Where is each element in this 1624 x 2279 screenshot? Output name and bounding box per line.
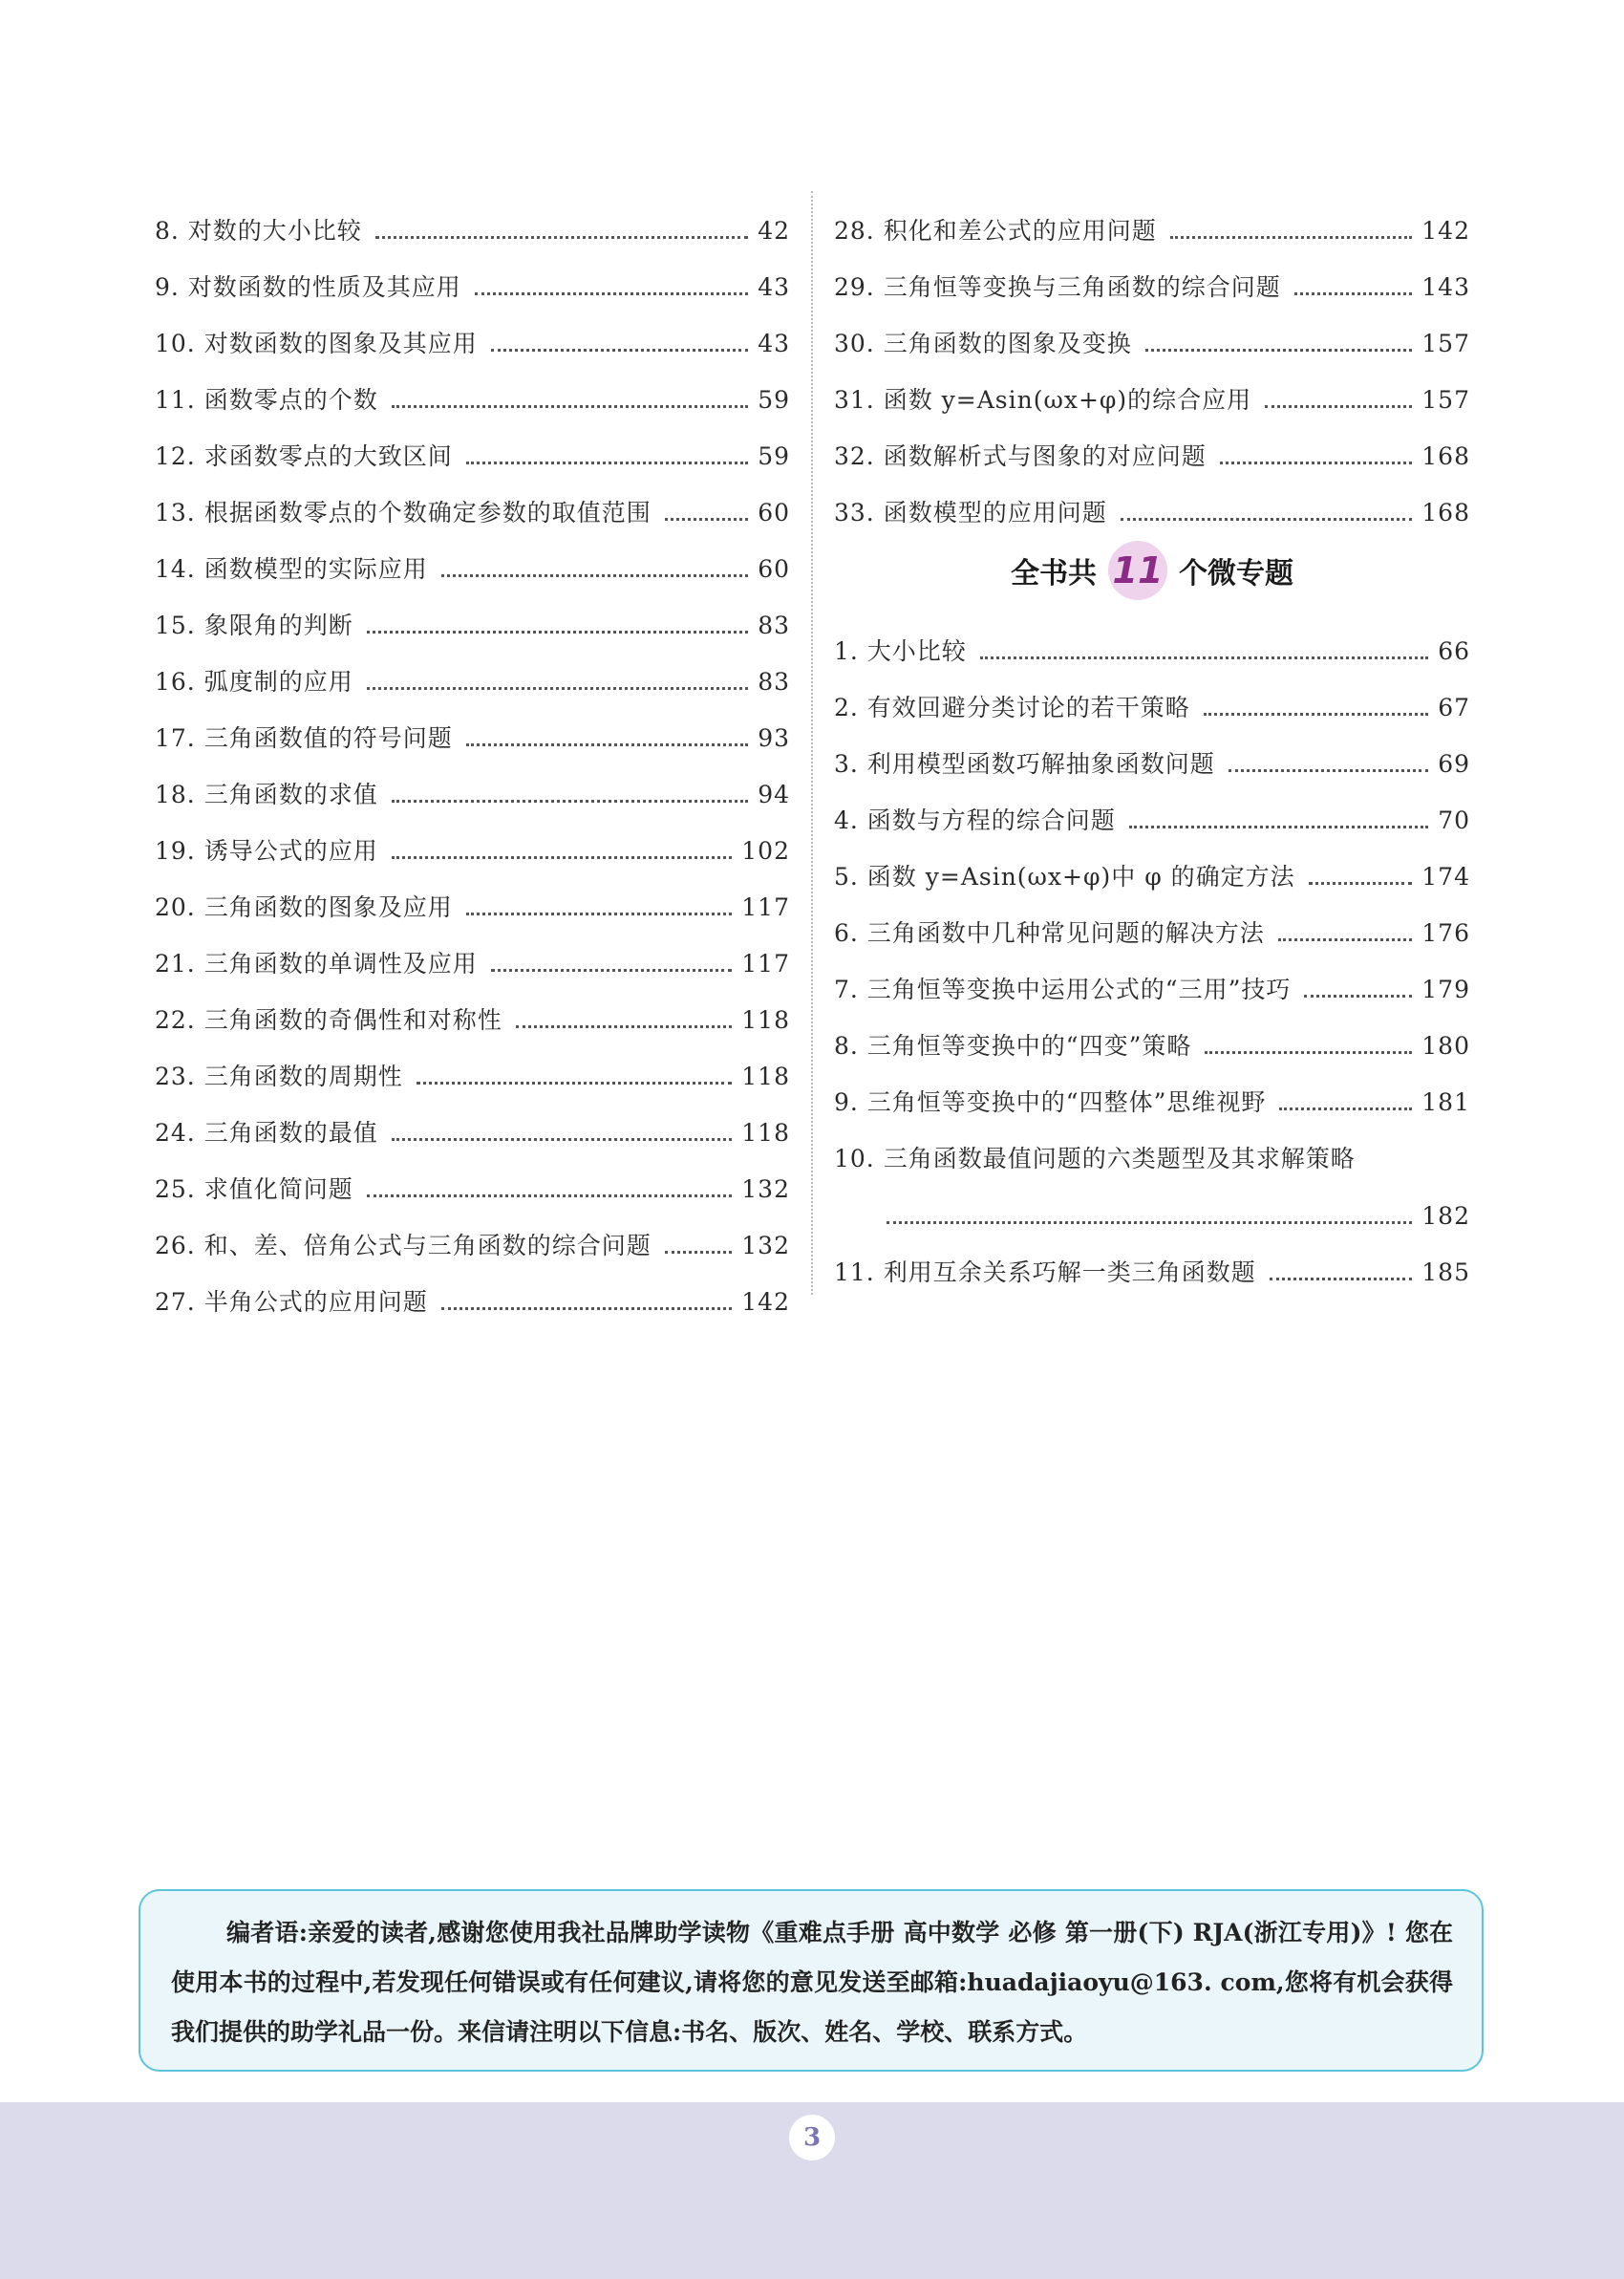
- topic-entry-title: 10. 三角函数最值问题的六类题型及其求解策略: [834, 1145, 1356, 1172]
- toc-entry[interactable]: [155, 1148, 790, 1204]
- toc-entry-page: 60: [758, 555, 790, 583]
- toc-entry-title: 31. 函数 y=Asin(ωx+φ)的综合应用: [834, 386, 1252, 414]
- topic-entry-page: 185: [1421, 1258, 1470, 1286]
- toc-entry-page: 118: [741, 1119, 790, 1147]
- topic-entry-page: 66: [1438, 637, 1470, 665]
- toc-entry-page: 60: [758, 499, 790, 527]
- topic-entry[interactable]: [834, 1117, 1470, 1173]
- topic-entry[interactable]: [834, 835, 1470, 892]
- toc-entry-title: 20. 三角函数的图象及应用: [155, 893, 453, 921]
- leader-dots: [887, 1221, 1412, 1224]
- toc-entry-title: 29. 三角恒等变换与三角函数的综合问题: [834, 273, 1281, 301]
- leader-dots: [1121, 518, 1413, 521]
- leader-dots: [367, 687, 748, 690]
- toc-entry-title: 32. 函数解析式与图象的对应问题: [834, 442, 1207, 470]
- toc-entry-page: 102: [741, 837, 790, 865]
- toc-entry-page: 142: [1421, 217, 1470, 245]
- toc-entry-page: 43: [758, 330, 790, 357]
- toc-entry-title: 10. 对数函数的图象及其应用: [155, 330, 478, 357]
- toc-entry-title: 11. 函数零点的个数: [155, 386, 378, 414]
- toc-entry-page: 59: [758, 442, 790, 470]
- leader-dots: [475, 292, 748, 295]
- topic-entry-page: 179: [1421, 976, 1470, 1003]
- topic-entry[interactable]: [834, 666, 1470, 722]
- leader-dots: [375, 236, 748, 239]
- toc-right-column: [834, 189, 1470, 1287]
- leader-dots: [392, 1138, 733, 1141]
- topic-entry-page: 182: [1421, 1202, 1470, 1230]
- toc-entry-page: 83: [758, 612, 790, 639]
- toc-entry-page: 142: [741, 1288, 790, 1316]
- leader-dots: [466, 743, 748, 746]
- leader-dots: [1229, 769, 1428, 772]
- toc-entry-title: 27. 半角公式的应用问题: [155, 1288, 428, 1316]
- topic-entry-page: 69: [1438, 750, 1470, 778]
- leader-dots: [1204, 713, 1428, 716]
- topic-entry-title: 11. 利用互余关系巧解一类三角函数题: [834, 1258, 1256, 1286]
- toc-entry[interactable]: [834, 189, 1470, 246]
- toc-entry[interactable]: [155, 584, 790, 640]
- topic-entry[interactable]: [834, 779, 1470, 835]
- topic-entry-title: 4. 函数与方程的综合问题: [834, 806, 1116, 834]
- topic-entry-page: 70: [1438, 806, 1470, 834]
- toc-entry-title: 9. 对数函数的性质及其应用: [155, 273, 461, 301]
- toc-entry[interactable]: [834, 415, 1470, 471]
- leader-dots: [1265, 405, 1412, 408]
- toc-entry-title: 30. 三角函数的图象及变换: [834, 330, 1132, 357]
- toc-entry[interactable]: [155, 866, 790, 922]
- toc-entry-title: 33. 函数模型的应用问题: [834, 499, 1107, 527]
- toc-entry[interactable]: [155, 189, 790, 246]
- leader-dots: [1278, 938, 1412, 941]
- leader-dots: [516, 1025, 733, 1028]
- leader-dots: [441, 1307, 733, 1310]
- leader-dots: [417, 1082, 733, 1085]
- topic-entry-title: 6. 三角函数中几种常见问题的解决方法: [834, 919, 1265, 947]
- toc-entry-page: 117: [741, 950, 790, 978]
- topic-entry-title: 7. 三角恒等变换中运用公式的“三用”技巧: [834, 976, 1292, 1003]
- toc-entry-title: 22. 三角函数的奇偶性和对称性: [155, 1006, 502, 1034]
- leader-dots: [1270, 1278, 1413, 1280]
- leader-dots: [1145, 349, 1413, 352]
- topic-entry-title: 1. 大小比较: [834, 637, 967, 665]
- toc-entry[interactable]: [155, 753, 790, 809]
- leader-dots: [466, 462, 748, 464]
- toc-entry[interactable]: [834, 302, 1470, 358]
- leader-dots: [1205, 1051, 1412, 1054]
- toc-entry[interactable]: [155, 527, 790, 584]
- toc-entry-page: 168: [1421, 499, 1470, 527]
- toc-entry-page: 42: [758, 217, 790, 245]
- toc-entry[interactable]: [155, 809, 790, 866]
- topic-entry-continuation[interactable]: [834, 1173, 1470, 1231]
- toc-entry[interactable]: [155, 1035, 790, 1091]
- toc-entry-page: 168: [1421, 442, 1470, 470]
- topic-entry-page: 67: [1438, 694, 1470, 721]
- topic-entry-title: 5. 函数 y=Asin(ωx+φ)中 φ 的确定方法: [834, 863, 1295, 891]
- topic-entry-title: 2. 有效回避分类讨论的若干策略: [834, 694, 1190, 721]
- toc-entry-title: 28. 积化和差公式的应用问题: [834, 217, 1157, 245]
- leader-dots: [1129, 826, 1428, 828]
- toc-entry-title: 17. 三角函数值的符号问题: [155, 724, 453, 752]
- topic-entry[interactable]: [834, 1231, 1470, 1287]
- leader-dots: [466, 913, 733, 915]
- toc-entry-title: 14. 函数模型的实际应用: [155, 555, 428, 583]
- topic-entry-title: 8. 三角恒等变换中的“四变”策略: [834, 1032, 1192, 1060]
- page-number: 3: [789, 2115, 835, 2161]
- toc-entry[interactable]: [834, 358, 1470, 415]
- leader-dots: [1309, 882, 1413, 885]
- toc-entry-title: 23. 三角函数的周期性: [155, 1063, 403, 1090]
- toc-entry-page: 83: [758, 668, 790, 696]
- leader-dots: [491, 969, 733, 972]
- leader-dots: [367, 631, 748, 634]
- editor-note-text: 编者语:亲爱的读者,感谢您使用我社品牌助学读物《重难点手册 高中数学 必修 第一册(下) RJA(浙江专用)》! 您在使用本书的过程中,若发现任何错误或有任何建议,请将您的意见发送至邮箱:huadajiaoyu@163. com,您将有机会获得我们提供的助学礼品一份。来信请注明以下信息:书名、版次、姓名、学校、联系方式。: [171, 1919, 1453, 2046]
- toc-entry-page: 43: [758, 273, 790, 301]
- count-badge: 11: [1108, 541, 1167, 600]
- toc-entry-title: 24. 三角函数的最值: [155, 1119, 378, 1147]
- topic-entry[interactable]: [834, 948, 1470, 1004]
- toc-entry[interactable]: [155, 358, 790, 415]
- toc-entry[interactable]: [834, 471, 1470, 527]
- toc-entry[interactable]: [155, 697, 790, 753]
- topic-entry[interactable]: [834, 892, 1470, 948]
- toc-entry-page: 118: [741, 1006, 790, 1034]
- toc-entry-page: 94: [758, 781, 790, 808]
- toc-entry-page: 132: [741, 1232, 790, 1259]
- toc-entry-title: 25. 求值化简问题: [155, 1175, 353, 1203]
- toc-entry[interactable]: [155, 1204, 790, 1260]
- leader-dots: [665, 518, 748, 521]
- leader-dots: [367, 1194, 733, 1197]
- leader-dots: [392, 856, 733, 859]
- toc-entry[interactable]: [155, 302, 790, 358]
- leader-dots: [1220, 462, 1413, 464]
- leader-dots: [1170, 236, 1413, 239]
- toc-entry-title: 8. 对数的大小比较: [155, 217, 362, 245]
- toc-entry-page: 157: [1421, 330, 1470, 357]
- toc-entry[interactable]: [155, 922, 790, 978]
- toc-entry-page: 132: [741, 1175, 790, 1203]
- leader-dots: [392, 405, 748, 408]
- leader-dots: [441, 574, 748, 577]
- toc-entry[interactable]: [155, 1260, 790, 1317]
- toc-entry-page: 117: [741, 893, 790, 921]
- toc-entry[interactable]: [155, 471, 790, 527]
- toc-entry[interactable]: [155, 1091, 790, 1148]
- leader-dots: [491, 349, 748, 352]
- heading-prefix: 全书共: [1011, 557, 1097, 591]
- leader-dots: [980, 656, 1428, 659]
- toc-entry[interactable]: [155, 415, 790, 471]
- toc-entry-title: 26. 和、差、倍角公式与三角函数的综合问题: [155, 1232, 652, 1259]
- topic-entry-page: 176: [1421, 919, 1470, 947]
- toc-entry-title: 21. 三角函数的单调性及应用: [155, 950, 478, 978]
- column-divider: [811, 191, 813, 1295]
- leader-dots: [392, 800, 748, 803]
- topic-entry-page: 180: [1421, 1032, 1470, 1060]
- toc-entry-title: 18. 三角函数的求值: [155, 781, 378, 808]
- toc-entry-page: 59: [758, 386, 790, 414]
- leader-dots: [1304, 995, 1412, 998]
- toc-entry-title: 16. 弧度制的应用: [155, 668, 353, 696]
- topic-entry[interactable]: [834, 1061, 1470, 1117]
- leader-dots: [1279, 1107, 1412, 1110]
- toc-entry-page: 143: [1421, 273, 1470, 301]
- leader-dots: [1294, 292, 1413, 295]
- toc-entry[interactable]: [834, 246, 1470, 302]
- editor-note-box: [139, 1889, 1484, 2072]
- topic-entry-title: 9. 三角恒等变换中的“四整体”思维视野: [834, 1088, 1267, 1116]
- topic-entry-title: 3. 利用模型函数巧解抽象函数问题: [834, 750, 1215, 778]
- topic-entry-page: 174: [1421, 863, 1470, 891]
- toc-entry[interactable]: [155, 978, 790, 1035]
- toc-entry[interactable]: [155, 640, 790, 697]
- toc-entry-page: 93: [758, 724, 790, 752]
- toc-entry-page: 157: [1421, 386, 1470, 414]
- topic-entry[interactable]: [834, 610, 1470, 666]
- topic-entry[interactable]: [834, 722, 1470, 779]
- topic-entry[interactable]: [834, 1004, 1470, 1061]
- leader-dots: [665, 1251, 733, 1254]
- toc-entry-title: 13. 根据函数零点的个数确定参数的取值范围: [155, 499, 652, 527]
- toc-entry[interactable]: [155, 246, 790, 302]
- topic-entry-page: 181: [1421, 1088, 1470, 1116]
- toc-left-column: [155, 189, 790, 1317]
- toc-entry-title: 15. 象限角的判断: [155, 612, 353, 639]
- micro-topics-heading: [834, 531, 1470, 610]
- heading-suffix: 个微专题: [1179, 557, 1293, 591]
- toc-entry-title: 12. 求函数零点的大致区间: [155, 442, 453, 470]
- toc-entry-page: 118: [741, 1063, 790, 1090]
- toc-entry-title: 19. 诱导公式的应用: [155, 837, 378, 865]
